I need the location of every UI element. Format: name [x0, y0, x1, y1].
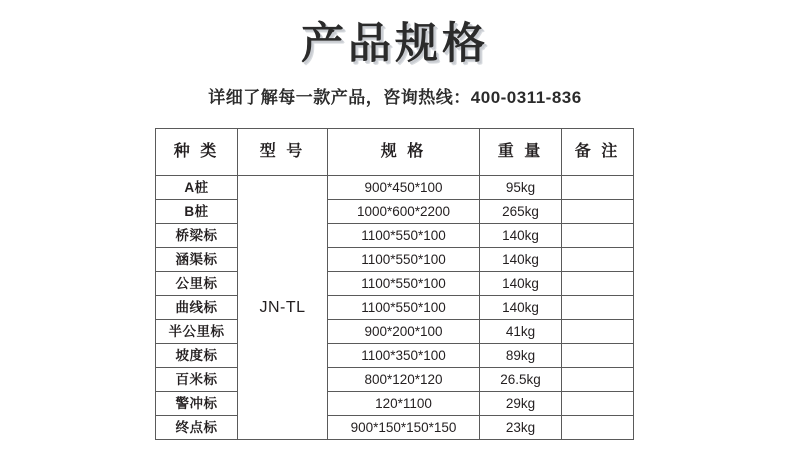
table-row [156, 320, 634, 344]
column-header-weight: 重 量 [480, 129, 562, 176]
table-header-row [156, 129, 634, 176]
spec-table [155, 128, 634, 440]
cell-spec: 1100*550*100 [328, 272, 480, 296]
cell-weight: 26.5kg [480, 368, 562, 392]
table-row [156, 296, 634, 320]
cell-note [562, 344, 634, 368]
column-header-spec: 规 格 [328, 129, 480, 176]
cell-kind: 警冲标 [156, 392, 238, 416]
cell-weight: 41kg [480, 320, 562, 344]
cell-note [562, 248, 634, 272]
table-row [156, 272, 634, 296]
spec-table-head [156, 129, 634, 176]
spec-table-container [155, 128, 633, 440]
cell-kind: 坡度标 [156, 344, 238, 368]
table-row [156, 392, 634, 416]
cell-spec: 900*450*100 [328, 176, 480, 200]
cell-spec: 900*200*100 [328, 320, 480, 344]
cell-weight: 140kg [480, 272, 562, 296]
cell-weight: 140kg [480, 248, 562, 272]
cell-note [562, 200, 634, 224]
table-row [156, 344, 634, 368]
cell-note [562, 176, 634, 200]
cell-kind: 曲线标 [156, 296, 238, 320]
table-row [156, 200, 634, 224]
cell-weight: 29kg [480, 392, 562, 416]
cell-weight: 95kg [480, 176, 562, 200]
cell-spec: 800*120*120 [328, 368, 480, 392]
cell-note [562, 368, 634, 392]
cell-spec: 1100*350*100 [328, 344, 480, 368]
cell-kind: A桩 [156, 176, 238, 200]
cell-note [562, 224, 634, 248]
cell-weight: 140kg [480, 224, 562, 248]
page-subtitle: 详细了解每一款产品，咨询热线：400-0311-836 [208, 88, 582, 107]
cell-kind: 涵渠标 [156, 248, 238, 272]
column-header-kind: 种 类 [156, 129, 238, 176]
cell-model: JN-TL [238, 176, 328, 440]
cell-spec: 1100*550*100 [328, 296, 480, 320]
cell-spec: 120*1100 [328, 392, 480, 416]
table-row [156, 248, 634, 272]
cell-note [562, 416, 634, 440]
cell-spec: 1100*550*100 [328, 248, 480, 272]
cell-note [562, 296, 634, 320]
column-header-model: 型 号 [238, 129, 328, 176]
cell-note [562, 392, 634, 416]
spec-table-body [156, 176, 634, 440]
cell-kind: 终点标 [156, 416, 238, 440]
cell-spec: 1000*600*2200 [328, 200, 480, 224]
cell-note [562, 320, 634, 344]
cell-weight: 265kg [480, 200, 562, 224]
cell-kind: 公里标 [156, 272, 238, 296]
table-row [156, 224, 634, 248]
page-title: 产品规格 [301, 20, 489, 68]
cell-weight: 140kg [480, 296, 562, 320]
cell-weight: 89kg [480, 344, 562, 368]
cell-kind: 桥梁标 [156, 224, 238, 248]
cell-spec: 900*150*150*150 [328, 416, 480, 440]
table-row [156, 368, 634, 392]
cell-kind: 半公里标 [156, 320, 238, 344]
cell-note [562, 272, 634, 296]
cell-kind: 百米标 [156, 368, 238, 392]
cell-weight: 23kg [480, 416, 562, 440]
table-row [156, 176, 634, 200]
table-row [156, 416, 634, 440]
cell-spec: 1100*550*100 [328, 224, 480, 248]
column-header-note: 备 注 [562, 129, 634, 176]
cell-kind: B桩 [156, 200, 238, 224]
